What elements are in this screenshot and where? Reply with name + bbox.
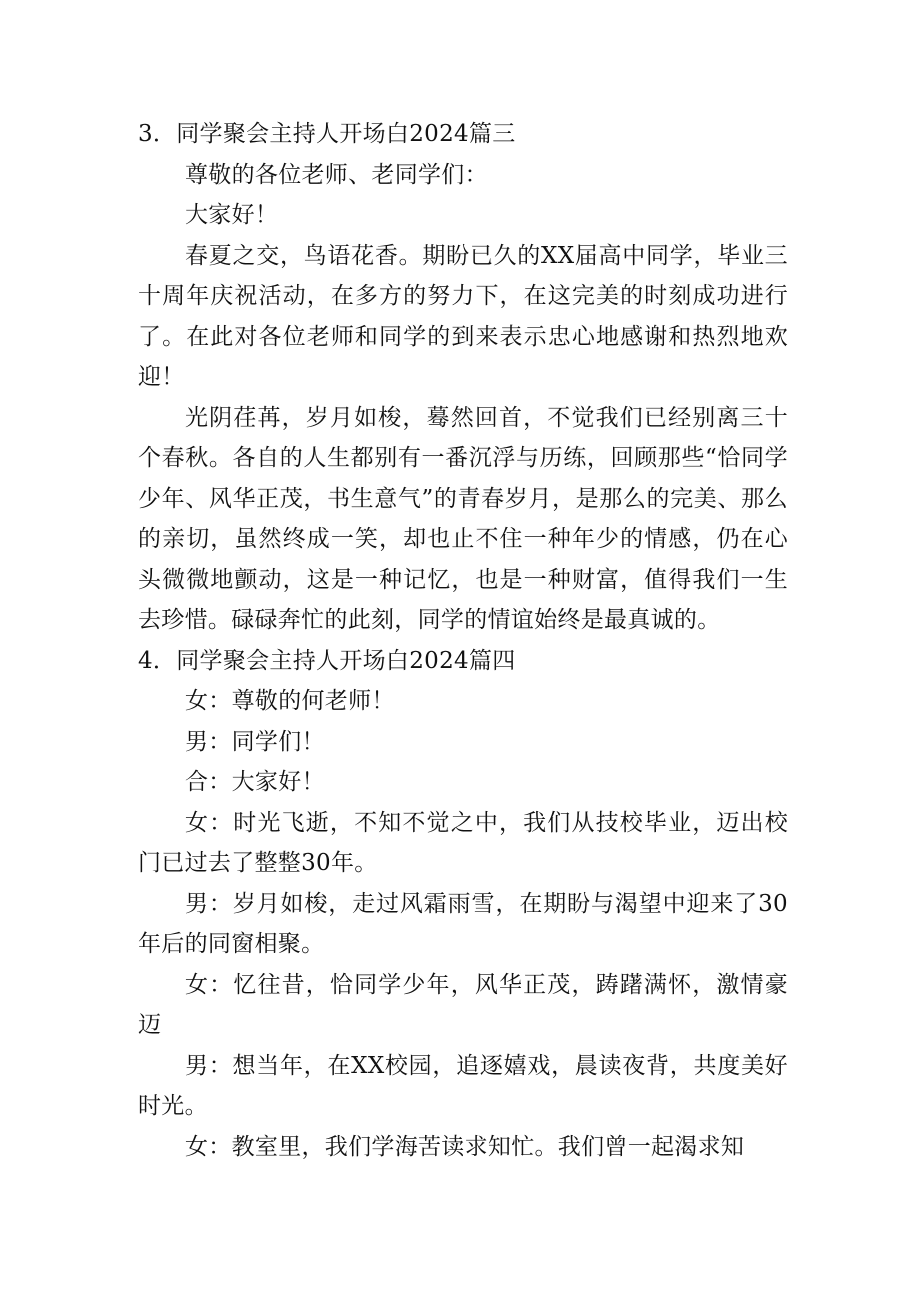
- paragraph-welcome: 春夏之交，鸟语花香。期盼已久的XX届高中同学，毕业三十周年庆祝活动，在多方的努力下，在这完美的时刻成功进行了。在此对各位老师和同学的到来表示忠心地感谢和热烈地欢迎！: [138, 242, 788, 390]
- dialogue-line: 女：尊敬的何老师！: [185, 688, 395, 714]
- dialogue-line: 女：时光飞逝，不知不觉之中，我们从技校毕业，迈出校门已过去了整整30年。: [138, 809, 788, 876]
- paragraph-memories: 光阴荏苒，岁月如梭，蓦然回首，不觉我们已经别离三十个春秋。各自的人生都别有一番沉浮与历练，回顾那些“恰同学少年、风华正茂，书生意气”的青春岁月，是那么的完美、那么的亲切，虽然终成一笑，却也止不住一种年少的情感，仍在心头微微地颤动，这是一种记忆，也是一种财富，值得我们一生去珍惜。碌碌奔忙的此刻，同学的情谊始终是最真诚的。: [138, 404, 788, 633]
- section-heading-3: 3．同学聚会主持人开场白2024篇三: [138, 121, 516, 147]
- dialogue-line: 合：大家好！: [185, 769, 325, 795]
- dialogue-line: 男：同学们！: [185, 728, 325, 755]
- section-heading-4: 4．同学聚会主持人开场白2024篇四: [138, 647, 516, 674]
- document-body: [138, 114, 788, 1167]
- dialogue-line: 男：想当年，在XX校园，追逐嬉戏，晨读夜背，共度美好时光。: [138, 1052, 788, 1119]
- dialogue-line: 男：岁月如梭，走过风霜雨雪，在期盼与渴望中迎来了30年后的同窗相聚。: [138, 890, 788, 957]
- paragraph-salutation: 尊敬的各位老师、老同学们：: [185, 161, 488, 188]
- dialogue-line: 女：忆往昔，恰同学少年，风华正茂，踌躇满怀，激情豪迈: [138, 971, 788, 1038]
- paragraph-greeting: 大家好！: [185, 202, 279, 228]
- dialogue-line: 女：教室里，我们学海苦读求知忙。我们曾一起渴求知: [185, 1133, 745, 1160]
